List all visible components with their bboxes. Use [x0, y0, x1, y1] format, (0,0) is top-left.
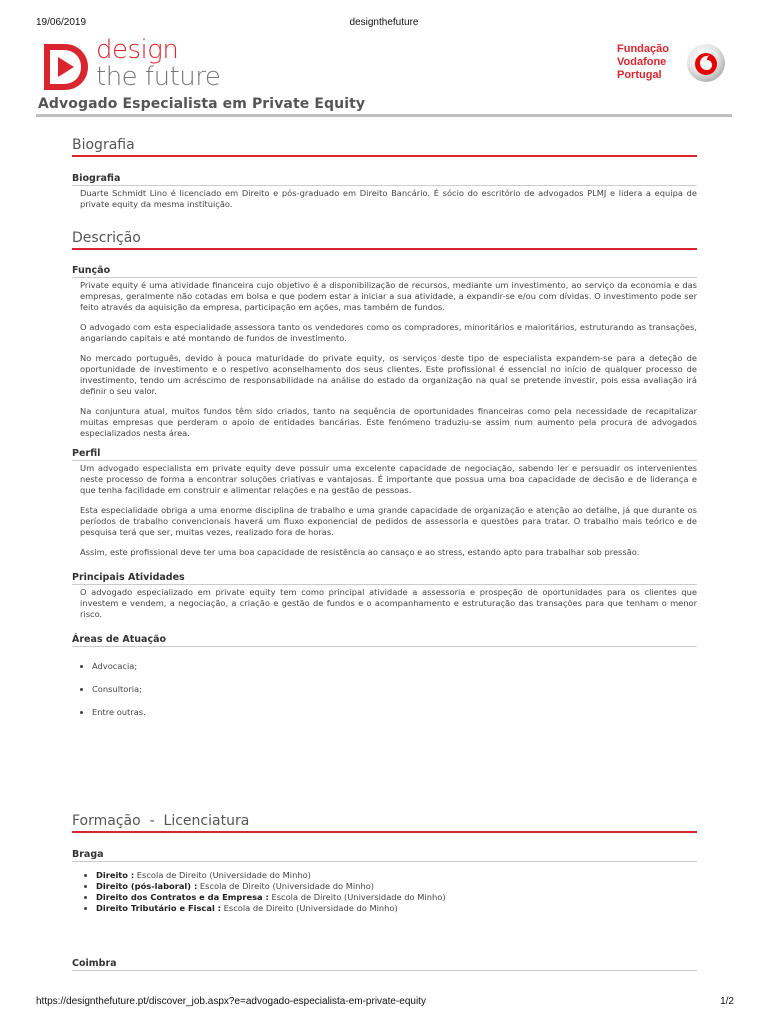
list-item: • Consultoria; — [92, 684, 697, 694]
page-title: Advogado Especialista em Private Equity — [38, 96, 366, 112]
areas-list — [92, 661, 697, 717]
course-name: Direito dos Contratos e da Empresa : — [96, 892, 269, 902]
atividades-text: O advogado especializado em private equity tem como principal atividade a assessoria e prospeção de oportunidades para os clientes que investem e vendem, a negociação, a criação e gestão de fundos e o acompanhamento e estruturação das transações para que tenham o menor risco. — [80, 587, 697, 619]
course-name: Direito : — [96, 870, 135, 880]
course-item[interactable] — [96, 903, 697, 914]
atividades-subheading: Principais Atividades — [72, 572, 697, 585]
logo-line-1: design — [96, 35, 179, 65]
descricao-heading: Descrição — [72, 230, 697, 250]
funcao-paragraph: Na conjuntura atual, muitos fundos têm sido criados, tanto na sequência de oportunidades financeiras como pela necessidade de recapitalizar muitas empresas que perderam o apoio de entidades bancárias. Este fenómeno traduziu-se assim num aumento pela procura de advogados especializados nesta área. — [80, 406, 697, 438]
design-the-future-play-icon — [38, 40, 92, 94]
biografia-section — [72, 137, 697, 219]
descricao-section — [72, 230, 697, 730]
areas-subheading: Áreas de Atuação — [72, 634, 697, 647]
funcao-paragraph: Private equity é uma atividade financeira cujo objetivo é a disponibilização de recursos, mediante um investimento, ao serviço da economia e das empresas, geralmente não cotadas em bolsa e que podem estar a iniciar a sua atividade, a expandir-se e/ou com dívidas. O investimento pode ser feito através da aquisição da empresa, participação em ações, mas também de fundos. — [80, 280, 697, 312]
logo-line-2: the future — [96, 62, 221, 92]
formacao-section — [72, 813, 697, 971]
funcao-paragraph: O advogado com esta especialidade assessora tanto os vendedores como os compradores, minoritários e maioritários, estruturando as transações, angariando capitais e até montando de fundos de investimento. — [80, 322, 697, 343]
foundation-line-2: Vodafone — [617, 56, 667, 68]
title-divider — [36, 114, 732, 117]
course-school: Escola de Direito (Universidade do Minho) — [268, 892, 446, 902]
print-site-title: designthefuture — [349, 17, 419, 28]
foundation-line-3: Portugal — [617, 69, 662, 81]
braga-subheading: Braga — [72, 849, 697, 862]
design-the-future-logo[interactable] — [38, 35, 238, 96]
perfil-paragraph: Assim, este profissional deve ter uma boa capacidade de resistência ao cansaço e ao stress, estando apto para trabalhar sob pressão. — [80, 547, 640, 557]
biografia-subheading: Biografia — [72, 173, 697, 186]
course-name: Direito Tributário e Fiscal : — [96, 903, 221, 913]
logo-wordmark — [96, 36, 220, 90]
list-item: • Entre outras. — [92, 707, 697, 717]
formacao-heading: Formação - Licenciatura — [72, 813, 697, 833]
foundation-name — [617, 43, 669, 82]
course-name: Direito (pós-laboral) : — [96, 881, 198, 891]
print-url: https://designthefuture.pt/discover_job.aspx?e=advogado-especialista-em-private-equity — [36, 996, 426, 1007]
braga-course-list — [96, 870, 697, 914]
foundation-line-1: Fundação — [617, 43, 669, 55]
perfil-paragraph: Esta especialidade obriga a uma enorme disciplina de trabalho e uma grande capacidade de organização e atenção ao detalhe, já que durante os períodos de trabalho convencionais haverá um fluxo exponencial de pedidos de assessoria e questões para tratar. O trabalho mais teórico e de pesquisa terá que ser, muitas vezes, realizado fora de horas. — [80, 505, 697, 537]
biografia-text: Duarte Schmidt Lino é licenciado em Direito e pós-graduado em Direito Bancário. É sócio do escritório de advogados PLMJ e lidera a equipa de private equity da mesma instituição. — [80, 188, 697, 209]
biografia-heading: Biografia — [72, 137, 697, 157]
course-item[interactable] — [96, 881, 697, 892]
course-item[interactable] — [96, 892, 697, 903]
vodafone-speechmark-icon — [686, 43, 726, 83]
course-school: Escola de Direito (Universidade do Minho) — [197, 881, 375, 891]
course-item[interactable] — [96, 870, 697, 881]
perfil-subheading: Perfil — [72, 448, 697, 461]
coimbra-subheading: Coimbra — [72, 958, 697, 971]
funcao-paragraph: No mercado português, devido à pouca maturidade do private equity, os serviços deste tipo de especialista expandem-se para a deteção de oportunidade de investimento e o respetivo aconselhamento dos seus clientes. Este profissional é essencial no início de qualquer processo de investimento, tendo um acréscimo de responsabilidade na análise do estado da organização na qual se pretende investir, pois essa avaliação irá definir o seu valor. — [80, 353, 697, 396]
funcao-subheading: Função — [72, 265, 697, 278]
print-date: 19/06/2019 — [36, 17, 87, 28]
perfil-paragraph: Um advogado especialista em private equity deve possuir uma excelente capacidade de negociação, sabendo ler e persuadir os intervenientes neste processo de forma a encontrar soluções criativas e vantajosas. É importante que possua uma boa capacidade de decisão e de liderança e que tenha facilidade em construir e alimentar relações e na gestão de pessoas. — [80, 463, 697, 495]
list-item: • Advocacia; — [92, 661, 697, 671]
print-page-number: 1/2 — [720, 996, 734, 1007]
course-school: Escola de Direito (Universidade do Minho) — [134, 870, 311, 880]
course-school: Escola de Direito (Universidade do Minho) — [221, 903, 398, 913]
